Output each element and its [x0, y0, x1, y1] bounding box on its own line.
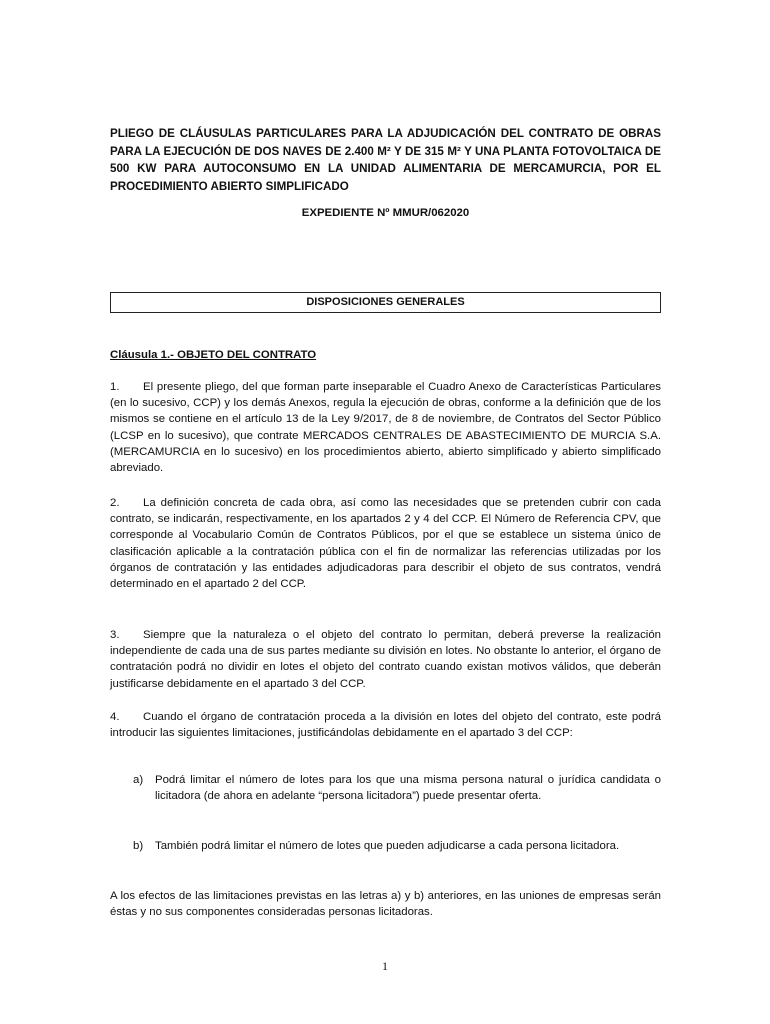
- expediente-number: EXPEDIENTE Nº MMUR/062020: [301, 207, 470, 219]
- paragraph-text: Cuando el órgano de contratación proceda a la división en lotes del objeto del contrato, este podrá introducir las siguientes limitaciones, justificándolas debidamente en el apartado 3 del CCP:: [110, 711, 661, 740]
- paragraph-2: [110, 495, 661, 592]
- page-number: 1: [382, 959, 388, 973]
- list-item-label: a): [133, 774, 144, 786]
- list-item-label: b): [133, 840, 144, 852]
- list-item-b: [133, 838, 661, 854]
- paragraph-1: [110, 379, 661, 476]
- paragraph-number: 2.: [110, 497, 120, 509]
- paragraph-3: [110, 627, 661, 692]
- paragraph-text: Siempre que la naturaleza o el objeto del contrato lo permitan, deberá preverse la realización independiente de cada una de sus partes mediante su división en lotes. No obstante lo anterior, el órgano de contratación podrá no dividir en lotes el objeto del contrato cuando existan motivos válidos, que deberán justificarse debidamente en el apartado 3 del CCP.: [110, 629, 661, 690]
- paragraph-4: [110, 709, 661, 741]
- closing-paragraph: A los efectos de las limitaciones previstas en las letras a) y b) anteriores, en las uniones de empresas serán éstas y no sus componentes consideradas personas licitadoras.: [110, 890, 661, 919]
- clause-title: Cláusula 1.- OBJETO DEL CONTRATO: [110, 349, 317, 361]
- section-box-title: DISPOSICIONES GENERALES: [110, 292, 661, 313]
- paragraph-text: La definición concreta de cada obra, así como las necesidades que se pretenden cubrir con cada contrato, se indicarán, respectivamente, en los apartados 2 y 4 del CCP. El Número de Referencia CPV, que corresponde al Vocabulario Común de Contratos Públicos, por el que se establece un sistema único de clasificación aplicable a la contratación pública con el fin de normalizar las referencias utilizadas por los órganos de contratación y las entidades adjudicadoras para describir el objeto de sus contratos, vendrá determinado en el apartado 2 del CCP.: [110, 497, 661, 591]
- document-title: PLIEGO DE CLÁUSULAS PARTICULARES PARA LA ADJUDICACIÓN DEL CONTRATO DE OBRAS PARA LA EJECUCIÓN DE DOS NAVES DE 2.400 M² Y DE 315 M² Y UNA PLANTA FOTOVOLTAICA DE 500 KW PARA AUTOCONSUMO EN LA UNIDAD ALIMENTARIA DE MERCAMURCIA, POR EL PROCEDIMIENTO ABIERTO SIMPLIFICADO: [110, 127, 661, 193]
- list-item-text: Podrá limitar el número de lotes para los que una misma persona natural o jurídica candidata o licitadora (de ahora en adelante “persona licitadora”) puede presentar oferta.: [155, 774, 661, 803]
- paragraph-number: 3.: [110, 629, 120, 641]
- list-item-a: [133, 772, 661, 804]
- paragraph-number: 4.: [110, 711, 120, 723]
- list-item-text: También podrá limitar el número de lotes que pueden adjudicarse a cada persona licitadora.: [155, 840, 620, 852]
- paragraph-text: El presente pliego, del que forman parte inseparable el Cuadro Anexo de Características Particulares (en lo sucesivo, CCP) y los demás Anexos, regula la ejecución de obras, conforme a la definición que de los mismos se contiene en el artículo 13 de la Ley 9/2017, de 8 de noviembre, de Contratos del Sector Público (LCSP en lo sucesivo), que contrate MERCADOS CENTRALES DE ABASTECIMIENTO DE MURCIA S.A. (MERCAMURCIA en lo sucesivo) en los procedimientos abierto, abierto simplificado y abierto simplificado abreviado.: [110, 381, 661, 475]
- paragraph-number: 1.: [110, 381, 120, 393]
